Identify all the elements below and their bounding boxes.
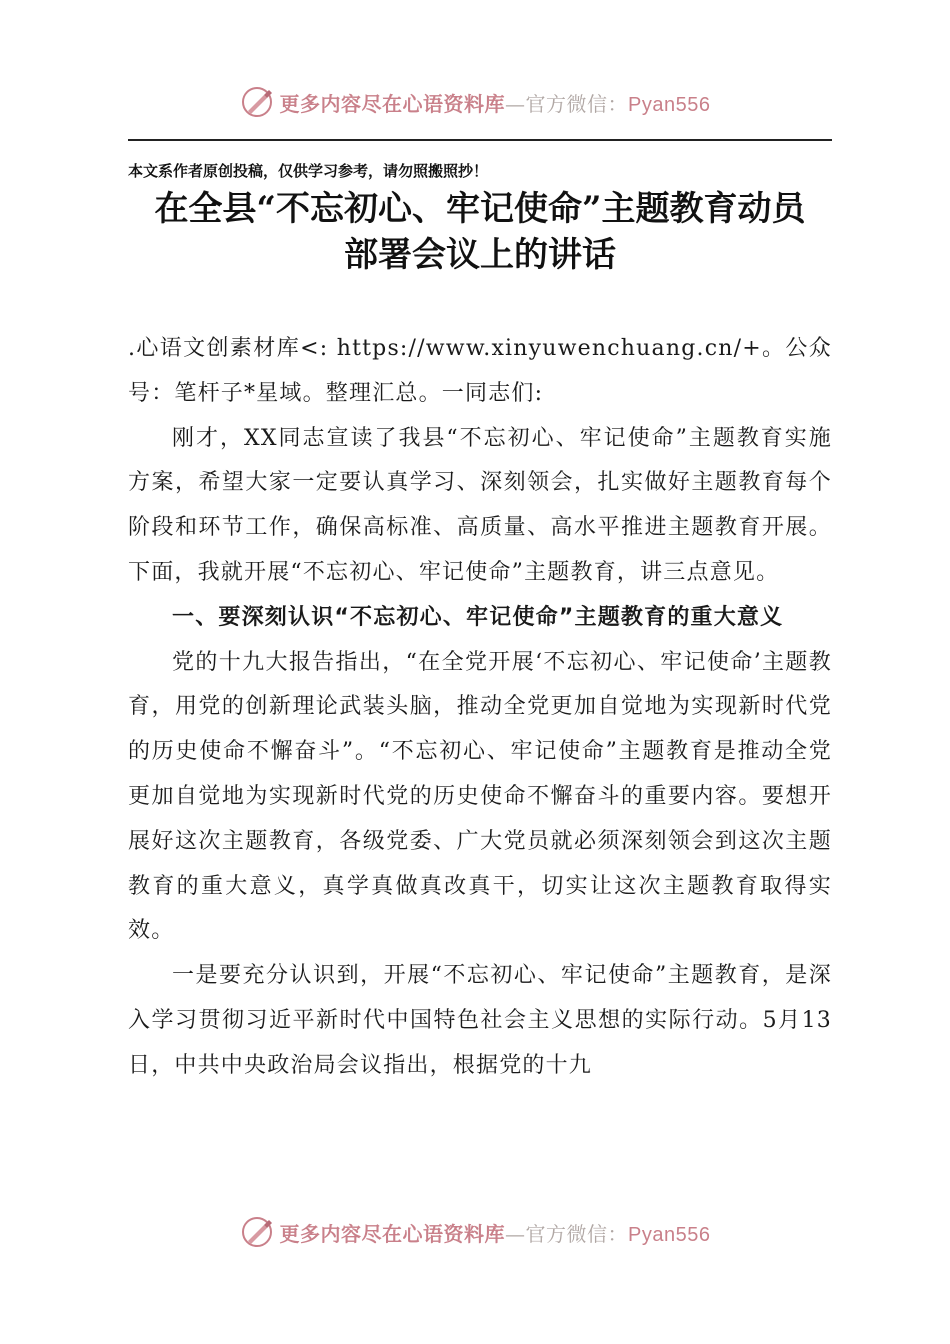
watermark-separator: — [505,91,526,116]
header-rule [128,139,832,141]
watermark-handle: Pyan556 [628,93,711,116]
watermark-brand: 更多内容尽在心语资料库 [279,1221,506,1246]
watermark-brand: 更多内容尽在心语资料库 [279,91,506,116]
watermark-contact: 官方微信： [525,1221,629,1246]
title-line-1: 在全县“不忘初心、牢记使命”主题教育动员 [154,189,806,229]
footer-watermark [0,1212,950,1252]
document-title [128,186,832,278]
watermark-text [280,88,711,117]
watermark-contact: 官方微信： [525,91,629,116]
paragraph: 党的十九大报告指出，“在全党开展‘不忘初心、牢记使命’主题教育，用党的创新理论武装头脑，推动全党更加自觉地为实现新时代党的历史使命不懈奋斗”。“不忘初心、牢记使命”主题教育是推动全党更加自觉地为实现新时代党的历史使命不懈奋斗的重要内容。要想开展好这次主题教育，各级党委、广大党员就必须深刻领会到这次主题教育的重大意义，真学真做真改真干，切实让这次主题教育取得实效。 [128,649,832,944]
paragraph: 刚才，XX同志宣读了我县“不忘初心、牢记使命”主题教育实施方案，希望大家一定要认真学习、深刻领会，扎实做好主题教育每个阶段和环节工作，确保高标准、高质量、高水平推进主题教育开展。下面，我就开展“不忘初心、牢记使命”主题教育，讲三点意见。 [128,425,832,585]
watermark-text [280,1218,711,1247]
header-watermark [0,82,950,122]
paragraph: 一是要充分认识到，开展“不忘初心、牢记使命”主题教育，是深入学习贯彻习近平新时代中国特色社会主义思想的实际行动。5月13日，中共中央政治局会议指出，根据党的十九 [128,963,832,1078]
document-body [128,327,832,1089]
copyright-notice: 本文系作者原创投稿，仅供学习参考，请勿照搬照抄！ [128,162,489,180]
section-heading: 一、要深刻认识“不忘初心、牢记使命”主题教育的重大意义 [172,604,784,630]
watermark-handle: Pyan556 [628,1223,711,1246]
pen-logo-icon [240,85,274,119]
paragraph-intro: .心语文创素材库<: https://www.xinyuwenchuang.cn/+。公众号：笔杆子*星域。整理汇总。一同志们: [128,336,832,406]
title-line-2: 部署会议上的讲话 [344,235,616,275]
watermark-separator: — [505,1221,526,1246]
pen-logo-icon [240,1215,274,1249]
